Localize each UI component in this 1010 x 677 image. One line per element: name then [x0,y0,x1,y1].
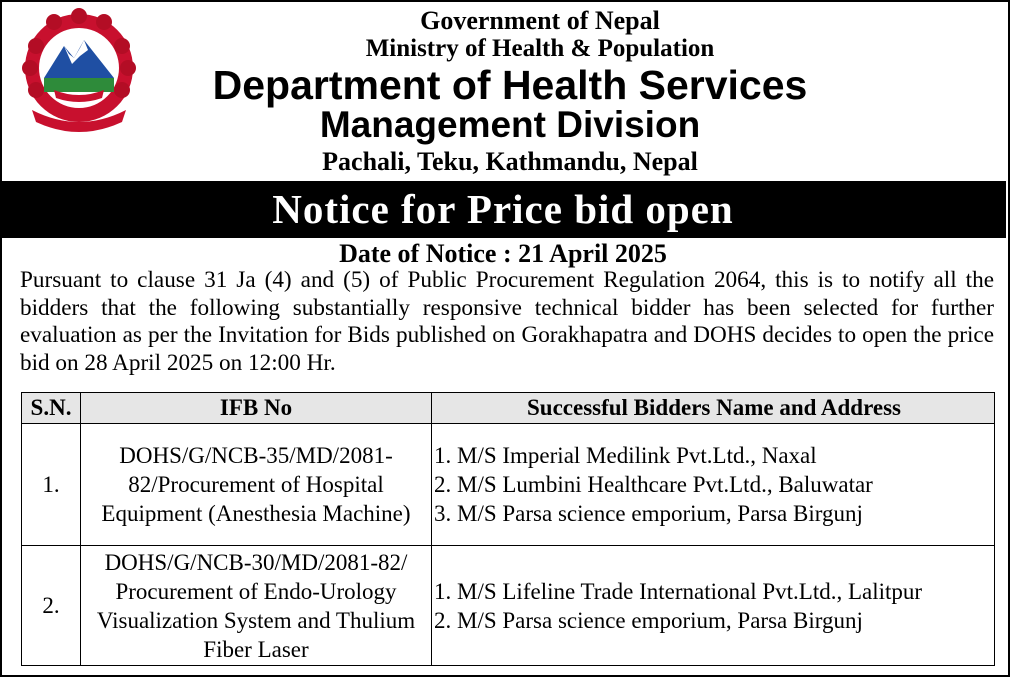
row-sn: 1. [22,424,81,546]
nepal-emblem-icon [14,6,144,136]
division-line: Management Division [319,104,701,145]
row-bidders [432,546,995,666]
row-ifb: DOHS/G/NCB-35/MD/2081-82/Procurement of Hospital Equipment (Anesthesia Machine) [81,424,432,546]
notice-title-banner: Notice for Price bid open [0,181,1006,238]
notice-date: Date of Notice : 21 April 2025 [339,239,667,268]
row-ifb: DOHS/G/NCB-30/MD/2081-82/ Procurement of Endo-Urology Visualization System and Thulium Fiber Laser [81,546,432,666]
bidder-item: 1. M/S Lifeline Trade International Pvt.Ltd., Lalitpur [434,578,923,604]
bidder-item: 2. M/S Parsa science emporium, Parsa Birgunj [434,607,863,633]
department-line: Department of Health Services [212,62,808,108]
table-row [22,424,995,546]
row-bidders [432,424,995,546]
row-sn: 2. [22,546,81,666]
bidder-item: 2. M/S Lumbini Healthcare Pvt.Ltd., Baluwatar [434,472,873,497]
ministry-line: Ministry of Health & Population [365,35,715,62]
header-ifb: IFB No [81,393,432,424]
table-header-row [22,393,995,424]
header-sn: S.N. [22,393,81,424]
bidder-item: 1. M/S Imperial Medilink Pvt.Ltd., Naxal [434,443,817,468]
government-line: Government of Nepal [420,6,660,35]
notice-paragraph: Pursuant to clause 31 Ja (4) and (5) of Public Procurement Regulation 2064, this is to notify all the bidders that the following substantially responsive technical bidder has been selected for further evaluation as per the Invitation for Bids published on Gorakhapatra and DOHS decides to open the price bid on 28 April 2025 on 12:00 Hr. [20,267,994,376]
table-row [22,546,995,666]
header-bidders: Successful Bidders Name and Address [432,393,995,424]
bidder-item: 3. M/S Parsa science emporium, Parsa Birgunj [434,501,863,526]
address-line: Pachali, Teku, Kathmandu, Nepal [322,147,698,176]
notice-header [0,0,1006,181]
bidders-table [21,392,995,666]
